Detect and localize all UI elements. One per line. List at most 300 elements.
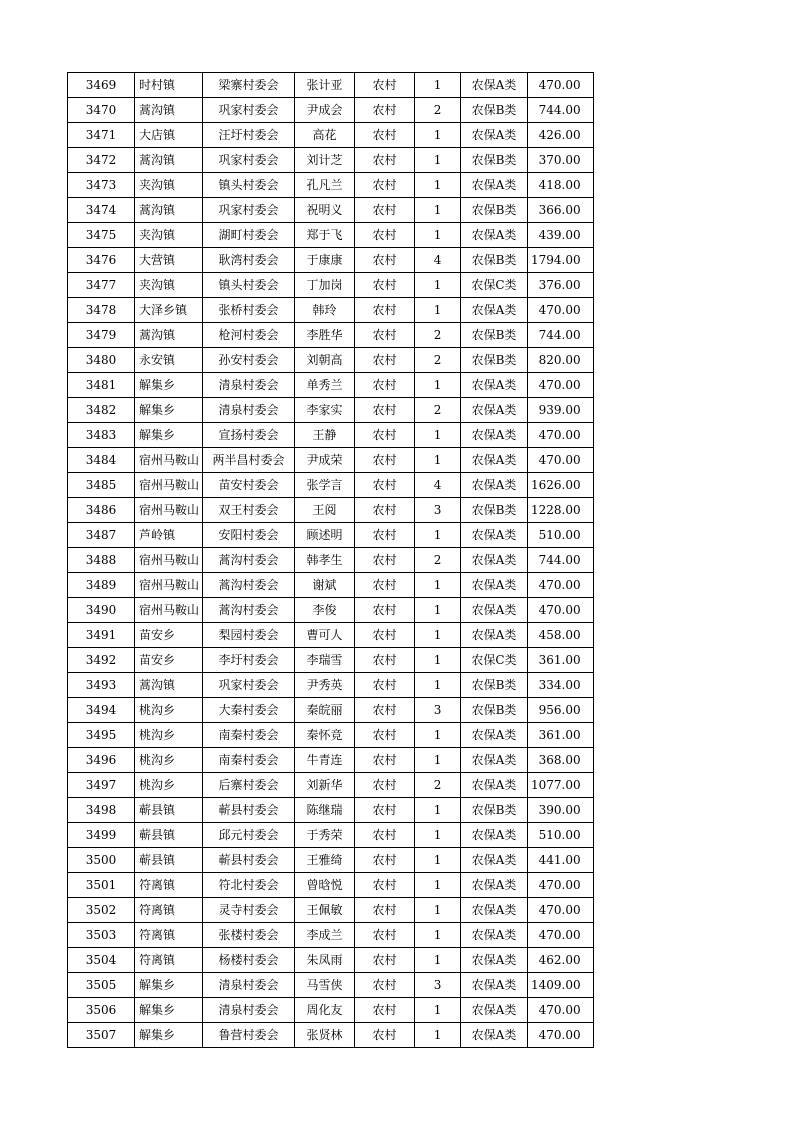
household-type-cell: 农村 — [355, 623, 415, 648]
town-cell: 桃沟乡 — [135, 748, 203, 773]
amount-cell: 510.00 — [528, 523, 594, 548]
member-count-cell: 4 — [415, 473, 461, 498]
insurance-category-cell: 农保B类 — [461, 198, 528, 223]
person-name-cell: 王佩敏 — [295, 898, 355, 923]
insurance-category-cell: 农保A类 — [461, 398, 528, 423]
member-count-cell: 1 — [415, 73, 461, 98]
household-type-cell: 农村 — [355, 173, 415, 198]
village-committee-cell: 梨园村委会 — [203, 623, 295, 648]
member-count-cell: 1 — [415, 448, 461, 473]
household-type-cell: 农村 — [355, 648, 415, 673]
table-row — [68, 948, 594, 973]
village-committee-cell: 杨楼村委会 — [203, 948, 295, 973]
record-number-cell: 3482 — [68, 398, 135, 423]
member-count-cell: 1 — [415, 673, 461, 698]
village-committee-cell: 巩家村委会 — [203, 673, 295, 698]
person-name-cell: 谢斌 — [295, 573, 355, 598]
table-row — [68, 923, 594, 948]
amount-cell: 470.00 — [528, 923, 594, 948]
insurance-category-cell: 农保A类 — [461, 123, 528, 148]
member-count-cell: 1 — [415, 423, 461, 448]
record-number-cell: 3480 — [68, 348, 135, 373]
amount-cell: 1228.00 — [528, 498, 594, 523]
amount-cell: 368.00 — [528, 748, 594, 773]
record-number-cell: 3503 — [68, 923, 135, 948]
person-name-cell: 于康康 — [295, 248, 355, 273]
person-name-cell: 于秀荣 — [295, 823, 355, 848]
village-committee-cell: 巩家村委会 — [203, 98, 295, 123]
amount-cell: 470.00 — [528, 73, 594, 98]
village-committee-cell: 李圩村委会 — [203, 648, 295, 673]
person-name-cell: 韩玲 — [295, 298, 355, 323]
town-cell: 解集乡 — [135, 1023, 203, 1048]
insurance-category-cell: 农保A类 — [461, 448, 528, 473]
village-committee-cell: 宣扬村委会 — [203, 423, 295, 448]
insurance-category-cell: 农保A类 — [461, 73, 528, 98]
town-cell: 桃沟乡 — [135, 723, 203, 748]
member-count-cell: 1 — [415, 998, 461, 1023]
household-type-cell: 农村 — [355, 973, 415, 998]
town-cell: 大泽乡镇 — [135, 298, 203, 323]
household-type-cell: 农村 — [355, 448, 415, 473]
record-number-cell: 3492 — [68, 648, 135, 673]
insurance-category-cell: 农保B类 — [461, 348, 528, 373]
town-cell: 夹沟镇 — [135, 223, 203, 248]
amount-cell: 470.00 — [528, 423, 594, 448]
record-number-cell: 3470 — [68, 98, 135, 123]
record-number-cell: 3485 — [68, 473, 135, 498]
record-number-cell: 3494 — [68, 698, 135, 723]
table-row — [68, 148, 594, 173]
town-cell: 解集乡 — [135, 973, 203, 998]
person-name-cell: 张学言 — [295, 473, 355, 498]
town-cell: 解集乡 — [135, 423, 203, 448]
insurance-category-cell: 农保B类 — [461, 798, 528, 823]
amount-cell: 361.00 — [528, 723, 594, 748]
amount-cell: 441.00 — [528, 848, 594, 873]
town-cell: 宿州马鞍山 — [135, 448, 203, 473]
town-cell: 蕲县镇 — [135, 848, 203, 873]
town-cell: 符离镇 — [135, 923, 203, 948]
record-number-cell: 3502 — [68, 898, 135, 923]
person-name-cell: 孔凡兰 — [295, 173, 355, 198]
village-committee-cell: 蒿沟村委会 — [203, 548, 295, 573]
table-row — [68, 473, 594, 498]
member-count-cell: 1 — [415, 898, 461, 923]
household-type-cell: 农村 — [355, 398, 415, 423]
town-cell: 芦岭镇 — [135, 523, 203, 548]
household-type-cell: 农村 — [355, 198, 415, 223]
insurance-category-cell: 农保B类 — [461, 323, 528, 348]
village-committee-cell: 梁寨村委会 — [203, 73, 295, 98]
insurance-category-cell: 农保A类 — [461, 623, 528, 648]
town-cell: 宿州马鞍山 — [135, 573, 203, 598]
insurance-category-cell: 农保A类 — [461, 373, 528, 398]
town-cell: 蒿沟镇 — [135, 98, 203, 123]
person-name-cell: 郑于飞 — [295, 223, 355, 248]
record-number-cell: 3506 — [68, 998, 135, 1023]
insurance-category-cell: 农保A类 — [461, 873, 528, 898]
amount-cell: 470.00 — [528, 873, 594, 898]
table-row — [68, 548, 594, 573]
village-committee-cell: 清泉村委会 — [203, 973, 295, 998]
person-name-cell: 张计亚 — [295, 73, 355, 98]
insurance-category-cell: 农保B类 — [461, 673, 528, 698]
member-count-cell: 1 — [415, 723, 461, 748]
village-committee-cell: 耿湾村委会 — [203, 248, 295, 273]
person-name-cell: 曹可人 — [295, 623, 355, 648]
table-row — [68, 723, 594, 748]
member-count-cell: 2 — [415, 773, 461, 798]
record-number-cell: 3486 — [68, 498, 135, 523]
person-name-cell: 高花 — [295, 123, 355, 148]
insurance-category-cell: 农保B类 — [461, 248, 528, 273]
household-type-cell: 农村 — [355, 598, 415, 623]
record-number-cell: 3479 — [68, 323, 135, 348]
household-type-cell: 农村 — [355, 248, 415, 273]
table-row — [68, 248, 594, 273]
insurance-category-cell: 农保A类 — [461, 423, 528, 448]
village-committee-cell: 镇头村委会 — [203, 273, 295, 298]
record-number-cell: 3471 — [68, 123, 135, 148]
amount-cell: 470.00 — [528, 1023, 594, 1048]
person-name-cell: 刘新华 — [295, 773, 355, 798]
amount-cell: 1077.00 — [528, 773, 594, 798]
village-committee-cell: 清泉村委会 — [203, 398, 295, 423]
record-number-cell: 3474 — [68, 198, 135, 223]
village-committee-cell: 蕲县村委会 — [203, 848, 295, 873]
person-name-cell: 单秀兰 — [295, 373, 355, 398]
household-type-cell: 农村 — [355, 698, 415, 723]
member-count-cell: 1 — [415, 173, 461, 198]
member-count-cell: 1 — [415, 748, 461, 773]
household-type-cell: 农村 — [355, 1023, 415, 1048]
record-number-cell: 3501 — [68, 873, 135, 898]
village-committee-cell: 鲁营村委会 — [203, 1023, 295, 1048]
person-name-cell: 丁加岗 — [295, 273, 355, 298]
member-count-cell: 2 — [415, 348, 461, 373]
town-cell: 蕲县镇 — [135, 823, 203, 848]
household-type-cell: 农村 — [355, 148, 415, 173]
village-committee-cell: 枪河村委会 — [203, 323, 295, 348]
table-row — [68, 998, 594, 1023]
table-row — [68, 748, 594, 773]
person-name-cell: 尹成会 — [295, 98, 355, 123]
household-type-cell: 农村 — [355, 923, 415, 948]
village-committee-cell: 清泉村委会 — [203, 373, 295, 398]
insurance-category-cell: 农保A类 — [461, 848, 528, 873]
amount-cell: 470.00 — [528, 373, 594, 398]
village-committee-cell: 清泉村委会 — [203, 998, 295, 1023]
table-row — [68, 798, 594, 823]
household-type-cell: 农村 — [355, 948, 415, 973]
household-type-cell: 农村 — [355, 773, 415, 798]
table-row — [68, 898, 594, 923]
town-cell: 时村镇 — [135, 73, 203, 98]
member-count-cell: 1 — [415, 798, 461, 823]
village-committee-cell: 汪圩村委会 — [203, 123, 295, 148]
household-type-cell: 农村 — [355, 848, 415, 873]
insurance-category-cell: 农保B类 — [461, 148, 528, 173]
person-name-cell: 秦皖丽 — [295, 698, 355, 723]
table-row — [68, 523, 594, 548]
table-row — [68, 673, 594, 698]
town-cell: 宿州马鞍山 — [135, 498, 203, 523]
member-count-cell: 2 — [415, 398, 461, 423]
town-cell: 夹沟镇 — [135, 173, 203, 198]
member-count-cell: 1 — [415, 223, 461, 248]
amount-cell: 366.00 — [528, 198, 594, 223]
table-row — [68, 848, 594, 873]
village-committee-cell: 灵寺村委会 — [203, 898, 295, 923]
table-row — [68, 698, 594, 723]
household-type-cell: 农村 — [355, 673, 415, 698]
household-type-cell: 农村 — [355, 473, 415, 498]
table-row — [68, 298, 594, 323]
village-committee-cell: 两半昌村委会 — [203, 448, 295, 473]
insurance-category-cell: 农保A类 — [461, 598, 528, 623]
insurance-category-cell: 农保A类 — [461, 998, 528, 1023]
person-name-cell: 周化友 — [295, 998, 355, 1023]
record-number-cell: 3484 — [68, 448, 135, 473]
person-name-cell: 韩孝生 — [295, 548, 355, 573]
amount-cell: 1409.00 — [528, 973, 594, 998]
town-cell: 解集乡 — [135, 998, 203, 1023]
member-count-cell: 1 — [415, 573, 461, 598]
table-row — [68, 823, 594, 848]
person-name-cell: 李俊 — [295, 598, 355, 623]
insurance-category-cell: 农保A类 — [461, 173, 528, 198]
household-type-cell: 农村 — [355, 748, 415, 773]
town-cell: 蒿沟镇 — [135, 673, 203, 698]
member-count-cell: 3 — [415, 973, 461, 998]
household-type-cell: 农村 — [355, 273, 415, 298]
member-count-cell: 1 — [415, 123, 461, 148]
table-row — [68, 623, 594, 648]
insurance-category-cell: 农保A类 — [461, 823, 528, 848]
insurance-category-cell: 农保C类 — [461, 648, 528, 673]
town-cell: 苗安乡 — [135, 623, 203, 648]
table-row — [68, 373, 594, 398]
town-cell: 夹沟镇 — [135, 273, 203, 298]
household-type-cell: 农村 — [355, 223, 415, 248]
person-name-cell: 曾晗悦 — [295, 873, 355, 898]
insurance-category-cell: 农保A类 — [461, 1023, 528, 1048]
household-type-cell: 农村 — [355, 548, 415, 573]
member-count-cell: 1 — [415, 273, 461, 298]
person-name-cell: 陈继瑞 — [295, 798, 355, 823]
table-row — [68, 648, 594, 673]
town-cell: 宿州马鞍山 — [135, 473, 203, 498]
record-number-cell: 3504 — [68, 948, 135, 973]
table-row — [68, 1023, 594, 1048]
town-cell: 蒿沟镇 — [135, 198, 203, 223]
table-body — [68, 73, 594, 1048]
member-count-cell: 2 — [415, 548, 461, 573]
table-row — [68, 448, 594, 473]
table-row — [68, 598, 594, 623]
town-cell: 宿州马鞍山 — [135, 548, 203, 573]
amount-cell: 458.00 — [528, 623, 594, 648]
amount-cell: 956.00 — [528, 698, 594, 723]
insurance-category-cell: 农保A类 — [461, 948, 528, 973]
record-number-cell: 3491 — [68, 623, 135, 648]
member-count-cell: 1 — [415, 948, 461, 973]
member-count-cell: 1 — [415, 873, 461, 898]
village-committee-cell: 巩家村委会 — [203, 198, 295, 223]
household-type-cell: 农村 — [355, 498, 415, 523]
amount-cell: 390.00 — [528, 798, 594, 823]
table-row — [68, 73, 594, 98]
insurance-category-cell: 农保C类 — [461, 273, 528, 298]
household-type-cell: 农村 — [355, 873, 415, 898]
amount-cell: 470.00 — [528, 573, 594, 598]
household-type-cell: 农村 — [355, 98, 415, 123]
table-row — [68, 273, 594, 298]
member-count-cell: 1 — [415, 298, 461, 323]
person-name-cell: 祝明义 — [295, 198, 355, 223]
person-name-cell: 秦怀竞 — [295, 723, 355, 748]
record-number-cell: 3481 — [68, 373, 135, 398]
person-name-cell: 刘朝高 — [295, 348, 355, 373]
village-committee-cell: 苗安村委会 — [203, 473, 295, 498]
person-name-cell: 李瑞雪 — [295, 648, 355, 673]
household-type-cell: 农村 — [355, 423, 415, 448]
person-name-cell: 朱凤雨 — [295, 948, 355, 973]
town-cell: 符离镇 — [135, 898, 203, 923]
household-type-cell: 农村 — [355, 823, 415, 848]
insurance-category-cell: 农保A类 — [461, 548, 528, 573]
member-count-cell: 1 — [415, 148, 461, 173]
table-row — [68, 123, 594, 148]
table-row — [68, 223, 594, 248]
household-type-cell: 农村 — [355, 573, 415, 598]
record-number-cell: 3487 — [68, 523, 135, 548]
insurance-category-cell: 农保A类 — [461, 523, 528, 548]
record-number-cell: 3475 — [68, 223, 135, 248]
insurance-category-cell: 农保A类 — [461, 723, 528, 748]
record-number-cell: 3499 — [68, 823, 135, 848]
record-number-cell: 3496 — [68, 748, 135, 773]
amount-cell: 744.00 — [528, 323, 594, 348]
insurance-category-cell: 农保A类 — [461, 773, 528, 798]
member-count-cell: 1 — [415, 198, 461, 223]
person-name-cell: 刘计芝 — [295, 148, 355, 173]
member-count-cell: 3 — [415, 498, 461, 523]
household-type-cell: 农村 — [355, 348, 415, 373]
amount-cell: 1626.00 — [528, 473, 594, 498]
village-committee-cell: 张楼村委会 — [203, 923, 295, 948]
town-cell: 符离镇 — [135, 948, 203, 973]
amount-cell: 744.00 — [528, 548, 594, 573]
table-row — [68, 98, 594, 123]
record-number-cell: 3469 — [68, 73, 135, 98]
town-cell: 桃沟乡 — [135, 773, 203, 798]
town-cell: 符离镇 — [135, 873, 203, 898]
member-count-cell: 1 — [415, 623, 461, 648]
record-number-cell: 3473 — [68, 173, 135, 198]
amount-cell: 470.00 — [528, 448, 594, 473]
record-number-cell: 3477 — [68, 273, 135, 298]
town-cell: 解集乡 — [135, 373, 203, 398]
town-cell: 蕲县镇 — [135, 798, 203, 823]
amount-cell: 744.00 — [528, 98, 594, 123]
amount-cell: 370.00 — [528, 148, 594, 173]
amount-cell: 334.00 — [528, 673, 594, 698]
person-name-cell: 牛青连 — [295, 748, 355, 773]
insurance-category-cell: 农保A类 — [461, 973, 528, 998]
insurance-category-cell: 农保A类 — [461, 573, 528, 598]
town-cell: 解集乡 — [135, 398, 203, 423]
person-name-cell: 张贤林 — [295, 1023, 355, 1048]
village-committee-cell: 湖町村委会 — [203, 223, 295, 248]
member-count-cell: 1 — [415, 523, 461, 548]
member-count-cell: 1 — [415, 648, 461, 673]
amount-cell: 439.00 — [528, 223, 594, 248]
table-row — [68, 323, 594, 348]
town-cell: 永安镇 — [135, 348, 203, 373]
member-count-cell: 2 — [415, 98, 461, 123]
member-count-cell: 1 — [415, 1023, 461, 1048]
amount-cell: 462.00 — [528, 948, 594, 973]
record-number-cell: 3489 — [68, 573, 135, 598]
household-type-cell: 农村 — [355, 73, 415, 98]
insurance-category-cell: 农保B类 — [461, 98, 528, 123]
member-count-cell: 2 — [415, 323, 461, 348]
town-cell: 宿州马鞍山 — [135, 598, 203, 623]
town-cell: 大店镇 — [135, 123, 203, 148]
person-name-cell: 王雅绮 — [295, 848, 355, 873]
village-committee-cell: 邱元村委会 — [203, 823, 295, 848]
household-type-cell: 农村 — [355, 723, 415, 748]
amount-cell: 939.00 — [528, 398, 594, 423]
town-cell: 桃沟乡 — [135, 698, 203, 723]
household-type-cell: 农村 — [355, 298, 415, 323]
person-name-cell: 王阅 — [295, 498, 355, 523]
table-row — [68, 773, 594, 798]
amount-cell: 376.00 — [528, 273, 594, 298]
record-number-cell: 3490 — [68, 598, 135, 623]
member-count-cell: 1 — [415, 823, 461, 848]
record-number-cell: 3488 — [68, 548, 135, 573]
insurance-category-cell: 农保B类 — [461, 698, 528, 723]
village-committee-cell: 安阳村委会 — [203, 523, 295, 548]
member-count-cell: 1 — [415, 598, 461, 623]
record-number-cell: 3472 — [68, 148, 135, 173]
insurance-category-cell: 农保A类 — [461, 923, 528, 948]
household-type-cell: 农村 — [355, 373, 415, 398]
record-number-cell: 3498 — [68, 798, 135, 823]
member-count-cell: 1 — [415, 848, 461, 873]
table-row — [68, 573, 594, 598]
record-number-cell: 3505 — [68, 973, 135, 998]
household-type-cell: 农村 — [355, 523, 415, 548]
village-committee-cell: 符北村委会 — [203, 873, 295, 898]
household-type-cell: 农村 — [355, 123, 415, 148]
table-row — [68, 198, 594, 223]
table-row — [68, 348, 594, 373]
town-cell: 蒿沟镇 — [135, 148, 203, 173]
insurance-category-cell: 农保A类 — [461, 223, 528, 248]
member-count-cell: 1 — [415, 373, 461, 398]
village-committee-cell: 南秦村委会 — [203, 748, 295, 773]
town-cell: 苗安乡 — [135, 648, 203, 673]
table-row — [68, 423, 594, 448]
person-name-cell: 马雪侠 — [295, 973, 355, 998]
record-number-cell: 3497 — [68, 773, 135, 798]
village-committee-cell: 蕲县村委会 — [203, 798, 295, 823]
person-name-cell: 顾述明 — [295, 523, 355, 548]
